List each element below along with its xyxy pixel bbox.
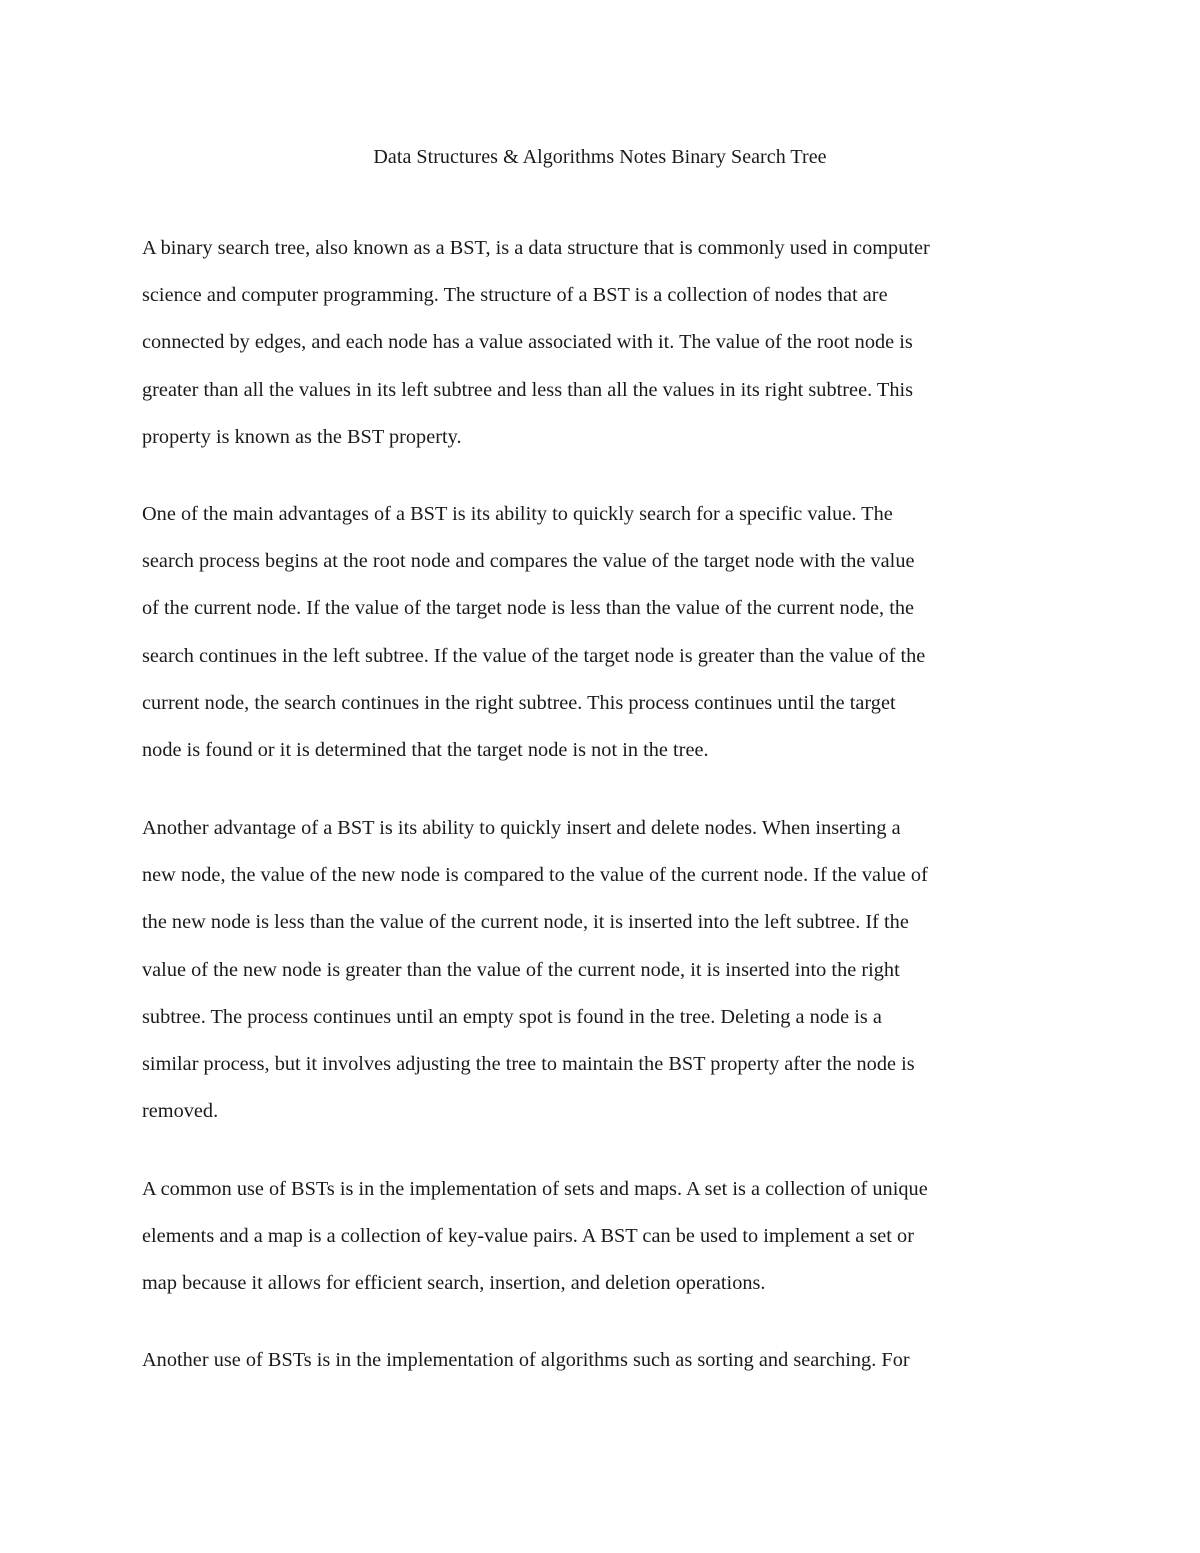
paragraph-line: search continues in the left subtree. If the value of the target node is greater than the value of the bbox=[142, 644, 926, 667]
paragraph-line: greater than all the values in its left subtree and less than all the values in its right subtree. This bbox=[142, 378, 914, 401]
paragraph-line: subtree. The process continues until an empty spot is found in the tree. Deleting a node is a bbox=[142, 1005, 882, 1028]
paragraph-bst-definition bbox=[142, 225, 1072, 461]
paragraph-line: search process begins at the root node and compares the value of the target node with the value bbox=[142, 550, 915, 573]
paragraph-line: A binary search tree, also known as a BST, is a data structure that is commonly used in computer bbox=[142, 237, 930, 259]
paragraph-line: value of the new node is greater than the value of the current node, it is inserted into the right bbox=[142, 958, 900, 981]
paragraph-line: elements and a map is a collection of key-value pairs. A BST can be used to implement a set or bbox=[142, 1225, 914, 1248]
paragraph-algorithms bbox=[142, 1337, 1072, 1384]
paragraph-search-advantage bbox=[142, 491, 1072, 774]
paragraph-line: node is found or it is determined that the target node is not in the tree. bbox=[142, 739, 709, 762]
paragraph-line: Another use of BSTs is in the implementation of algorithms such as sorting and searching. For bbox=[142, 1349, 910, 1371]
paragraph-sets-maps bbox=[142, 1166, 1072, 1308]
paragraph-line: One of the main advantages of a BST is its ability to quickly search for a specific value. The bbox=[142, 503, 893, 525]
paragraph-line: current node, the search continues in the right subtree. This process continues until the target bbox=[142, 691, 896, 714]
paragraph-line: connected by edges, and each node has a value associated with it. The value of the root node is bbox=[142, 331, 913, 354]
paragraph-line: map because it allows for efficient search, insertion, and deletion operations. bbox=[142, 1272, 766, 1295]
paragraph-line: the new node is less than the value of the current node, it is inserted into the left subtree. If the bbox=[142, 911, 909, 934]
paragraph-line: science and computer programming. The structure of a BST is a collection of nodes that are bbox=[142, 284, 888, 307]
paragraph-line: of the current node. If the value of the target node is less than the value of the current node, the bbox=[142, 597, 915, 620]
paragraph-line: A common use of BSTs is in the implementation of sets and maps. A set is a collection of unique bbox=[142, 1178, 928, 1200]
paragraph-line: Another advantage of a BST is its ability to quickly insert and delete nodes. When inserting a bbox=[142, 817, 901, 839]
document-title: Data Structures & Algorithms Notes Binary Search Tree bbox=[373, 146, 827, 168]
paragraph-insert-delete bbox=[142, 805, 1072, 1135]
paragraph-line: removed. bbox=[142, 1100, 219, 1123]
paragraph-line: property is known as the BST property. bbox=[142, 425, 462, 448]
paragraph-line: new node, the value of the new node is compared to the value of the current node. If the value of bbox=[142, 864, 928, 887]
paragraph-line: similar process, but it involves adjusting the tree to maintain the BST property after the node is bbox=[142, 1053, 915, 1076]
